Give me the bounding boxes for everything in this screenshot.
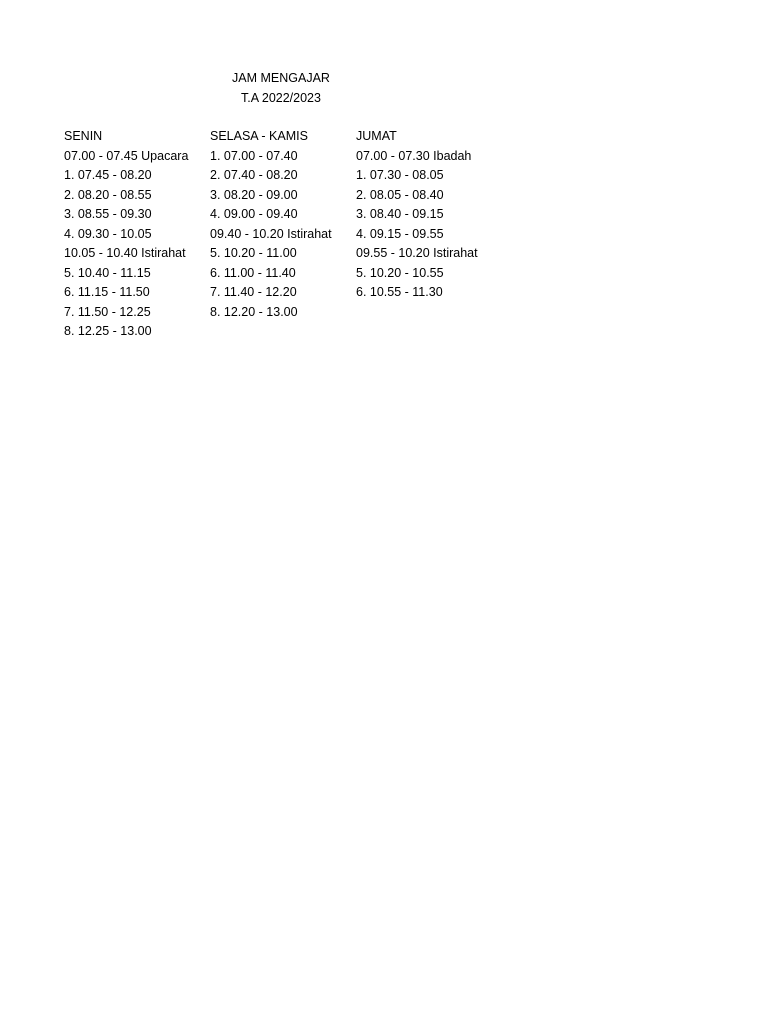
schedule-cell: 1. 07.30 - 08.05 <box>356 168 444 182</box>
schedule-cell: 4. 09.30 - 10.05 <box>64 226 152 241</box>
schedule-cell: 3. 08.20 - 09.00 <box>210 187 298 202</box>
schedule-cell: 2. 07.40 - 08.20 <box>210 168 298 182</box>
schedule-cell: 5. 10.20 - 10.55 <box>356 265 444 280</box>
schedule-cell: 8. 12.25 - 13.00 <box>64 324 152 338</box>
schedule-cell: 1. 07.00 - 07.40 <box>210 148 298 163</box>
column-jumat <box>356 127 478 303</box>
schedule-cell: 3. 08.40 - 09.15 <box>356 207 444 221</box>
schedule-cell: 1. 07.45 - 08.20 <box>64 168 152 182</box>
schedule-cell: 6. 10.55 - 11.30 <box>356 285 443 299</box>
schedule-cell: 6. 11.15 - 11.50 <box>64 285 150 299</box>
column-header: JUMAT <box>356 129 397 143</box>
schedule-cell: 8. 12.20 - 13.00 <box>210 304 298 319</box>
schedule-cell: 7. 11.50 - 12.25 <box>64 304 151 319</box>
column-senin <box>64 127 188 342</box>
schedule-cell: 4. 09.00 - 09.40 <box>210 207 298 221</box>
column-header: SELASA - KAMIS <box>210 129 308 143</box>
schedule-cell: 2. 08.05 - 08.40 <box>356 187 444 202</box>
schedule-cell: 09.55 - 10.20 Istirahat <box>356 246 478 260</box>
academic-year: T.A 2022/2023 <box>241 91 321 105</box>
title-heading: JAM MENGAJAR <box>232 71 330 85</box>
schedule-cell: 2. 08.20 - 08.55 <box>64 187 152 202</box>
schedule-title <box>180 68 382 108</box>
schedule-cell: 7. 11.40 - 12.20 <box>210 285 297 299</box>
column-selasa-kamis <box>210 127 332 322</box>
schedule-cell: 5. 10.40 - 11.15 <box>64 265 151 280</box>
schedule-cell: 3. 08.55 - 09.30 <box>64 207 152 221</box>
column-header: SENIN <box>64 129 103 143</box>
schedule-cell: 5. 10.20 - 11.00 <box>210 246 297 260</box>
schedule-cell: 4. 09.15 - 09.55 <box>356 226 444 241</box>
schedule-cell: 09.40 - 10.20 Istirahat <box>210 226 332 241</box>
schedule-cell: 6. 11.00 - 11.40 <box>210 265 296 280</box>
schedule-cell: 07.00 - 07.30 Ibadah <box>356 148 472 163</box>
schedule-cell: 07.00 - 07.45 Upacara <box>64 148 189 163</box>
schedule-cell: 10.05 - 10.40 Istirahat <box>64 246 186 260</box>
